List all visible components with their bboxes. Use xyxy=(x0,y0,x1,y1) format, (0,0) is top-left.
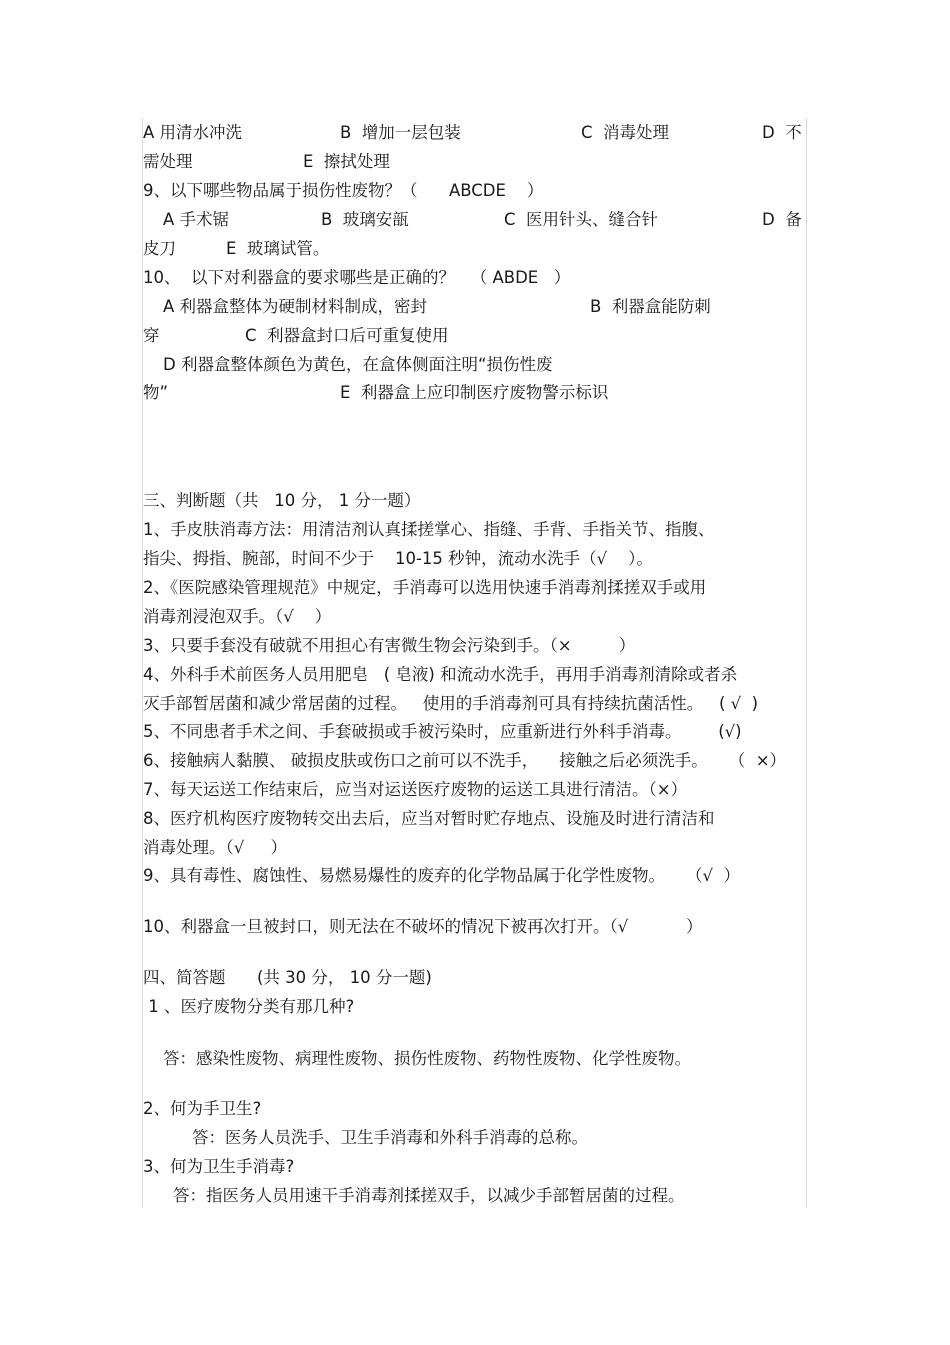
tf-8-line-2: 消毒处理。（√ ） xyxy=(143,838,287,857)
option-d-no-treatment: D 不 xyxy=(762,123,802,142)
tf-9: 9、具有毒性、腐蚀性、易燃易爆性的废弃的化学物品属于化学性废物。 （√ ） xyxy=(143,866,740,885)
tf-6: 6、接触病人黏膜、 破损皮肤或伤口之前可以不洗手， 接触之后必须洗手。 （ ×） xyxy=(143,751,787,770)
option-d-continued: 需处理 xyxy=(143,152,193,171)
page-right-border xyxy=(806,118,807,1208)
tf-2-line-1: 2、《医院感染管理规范》中规定，手消毒可以选用快速手消毒剂揉搓双手或用 xyxy=(143,578,707,597)
option-a-rinse: A 用清水冲洗 xyxy=(143,123,243,142)
q10-option-b: B 利器盒能防刺 xyxy=(590,297,711,316)
option-c-disinfect: C 消毒处理 xyxy=(581,123,670,142)
section-3-heading: 三、判断题（共 10 分， 1 分一题） xyxy=(143,491,421,510)
question-10: 10、 以下对利器盒的要求哪些是正确的？ （ ABDE ） xyxy=(143,268,571,287)
q10-option-a: A 利器盒整体为硬制材料制成，密封 xyxy=(163,297,428,316)
q9-option-e: E 玻璃试管。 xyxy=(226,239,330,258)
q10-option-d: D 利器盒整体颜色为黄色，在盒体侧面注明“损伤性废 xyxy=(163,355,553,374)
q9-option-d-continued: 皮刀 xyxy=(143,239,176,258)
option-e-wipe: E 擦拭处理 xyxy=(303,152,390,171)
short-a-2: 答：医务人员洗手、卫生手消毒和外科手消毒的总称。 xyxy=(192,1128,588,1147)
q9-option-a: A 手术锯 xyxy=(163,210,230,229)
short-q-3: 3、何为卫生手消毒? xyxy=(143,1157,295,1176)
tf-3: 3、只要手套没有破就不用担心有害微生物会污染到手。（× ） xyxy=(143,636,636,655)
tf-1-line-2: 指尖、拇指、腕部，时间不少于 10-15 秒钟，流动水洗手（√ ）。 xyxy=(143,549,653,568)
short-q-2: 2、何为手卫生? xyxy=(143,1099,262,1118)
question-9: 9、以下哪些物品属于损伤性废物？（ ABCDE ） xyxy=(143,181,544,200)
short-a-3: 答：指医务人员用速干手消毒剂揉搓双手，以减少手部暂居菌的过程。 xyxy=(173,1186,685,1205)
short-q-1: 1 、医疗废物分类有那几种? xyxy=(143,997,355,1016)
q10-option-c: C 利器盒封口后可重复使用 xyxy=(245,326,449,345)
q10-option-d-continued: 物” xyxy=(143,383,169,402)
q9-option-c: C 医用针头、缝合针 xyxy=(504,210,659,229)
tf-2-line-2: 消毒剂浸泡双手。（√ ） xyxy=(143,607,332,626)
q9-option-d: D 备 xyxy=(762,210,802,229)
tf-10: 10、利器盒一旦被封口，则无法在不破坏的情况下被再次打开。（√ ） xyxy=(143,917,703,936)
q10-option-e: E 利器盒上应印制医疗废物警示标识 xyxy=(340,383,609,402)
q9-option-b: B 玻璃安瓿 xyxy=(321,210,409,229)
tf-4-line-2: 灭手部暂居菌和减少常居菌的过程。 使用的手消毒剂可具有持续抗菌活性。 ( √ ) xyxy=(143,694,759,713)
option-b-extra-package: B 增加一层包装 xyxy=(340,123,461,142)
tf-1-line-1: 1、手皮肤消毒方法：用清洁剂认真揉搓掌心、指缝、手背、手指关节、指腹、 xyxy=(143,520,715,539)
tf-8-line-1: 8、医疗机构医疗废物转交出去后，应当对暂时贮存地点、设施及时进行清洁和 xyxy=(143,809,715,828)
section-4-heading: 四、简答题 (共 30 分， 10 分一题) xyxy=(143,968,432,987)
q10-option-b-continued: 穿 xyxy=(143,326,160,345)
tf-7: 7、每天运送工作结束后，应当对运送医疗废物的运送工具进行清洁。（×） xyxy=(143,780,688,799)
short-a-1: 答：感染性废物、病理性废物、损伤性废物、药物性废物、化学性废物。 xyxy=(163,1049,691,1068)
tf-5: 5、不同患者手术之间、手套破损或手被污染时，应重新进行外科手消毒。 (√) xyxy=(143,722,742,741)
tf-4-line-1: 4、外科手术前医务人员用肥皂 ( 皂液) 和流动水洗手，再用手消毒剂清除或者杀 xyxy=(143,665,738,684)
